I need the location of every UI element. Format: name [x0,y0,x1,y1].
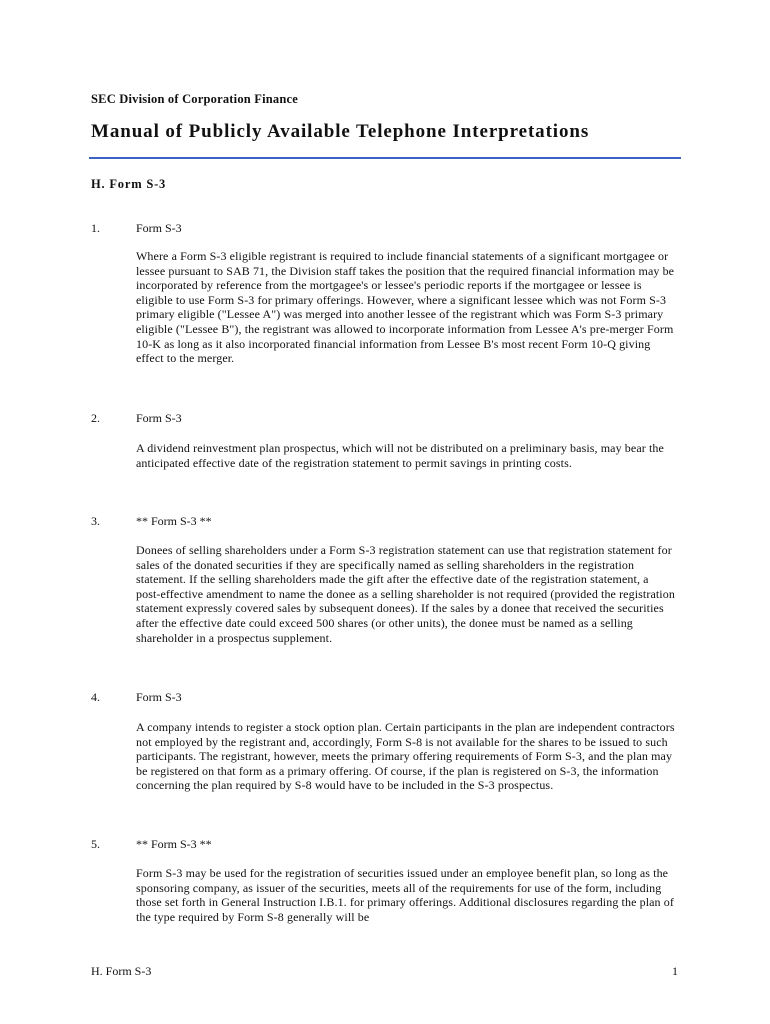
item-title: ** Form S-3 ** [136,514,212,528]
item-number: 2. [91,411,100,425]
item-body: Form S-3 may be used for the registration of securities issued under an employee benefit plan, so long as the sponsoring company, as issuer of the securities, meets all of the requirements for use of the form, including those set forth in General Instruction I.B.1. for primary offerings. Additional disclosures regarding the plan of the type required by Form S-8 generally will be [136,866,674,924]
section-heading: H. Form S-3 [91,177,167,191]
item-title: Form S-3 [136,221,182,235]
footer-section-label: H. Form S-3 [91,964,152,978]
item-number: 3. [91,514,100,528]
item-title: Form S-3 [136,411,182,425]
page-number: 1 [672,964,678,978]
item-body: A company intends to register a stock option plan. Certain participants in the plan are independent contractors not employed by the registrant and, accordingly, Form S-8 is not available for the shares to be issued to such participants. The registrant, however, meets the primary offering requirements of Form S-3, and the plan may be registered on that form as a primary offering. Of course, if the plan is registered on S-3, the information concerning the plan required by S-8 would have to be included in the S-3 prospectus. [136,720,675,793]
item-number: 4. [91,690,100,704]
item-number: 5. [91,837,100,851]
item-title: ** Form S-3 ** [136,837,212,851]
item-body: Donees of selling shareholders under a Form S-3 registration statement can use that registration statement for sales of the donated securities if they are specifically named as selling shareholders in the registration statement. If the selling shareholders made the gift after the effective date of the registration statement, a post-effective amendment to name the donee as a selling shareholder is not required (provided the registration statement expressly covered sales by subsequent donees). If the sales by a donee that received the securities after the effective date could exceed 500 shares (or other units), the donee must be named as a selling shareholder in a prospectus supplement. [136,543,675,645]
item-number: 1. [91,221,100,235]
item-title: Form S-3 [136,690,182,704]
item-body: Where a Form S-3 eligible registrant is required to include financial statements of a significant mortgagee or lessee pursuant to SAB 71, the Division staff takes the position that the required financial information may be incorporated by reference from the mortgagee's or lessee's periodic reports if the mortgagee or lessee is eligible to use Form S-3 for primary offerings. However, where a significant lessee which was not Form S-3 primary eligible ("Lessee A") was merged into another lessee of the registrant which was Form S-3 primary eligible ("Lessee B"), the registrant was allowed to incorporate information from Lessee A's pre-merger Form 10-K as long as it also incorporated financial information from Lessee B's most recent Form 10-Q giving effect to the merger. [136,249,675,366]
manual-title: Manual of Publicly Available Telephone Interpretations [91,121,590,142]
title-divider [89,157,681,159]
item-body: A dividend reinvestment plan prospectus, which will not be distributed on a preliminary basis, may bear the anticipated effective date of the registration statement to permit savings in printing costs. [136,441,664,470]
division-name: SEC Division of Corporation Finance [91,92,299,106]
